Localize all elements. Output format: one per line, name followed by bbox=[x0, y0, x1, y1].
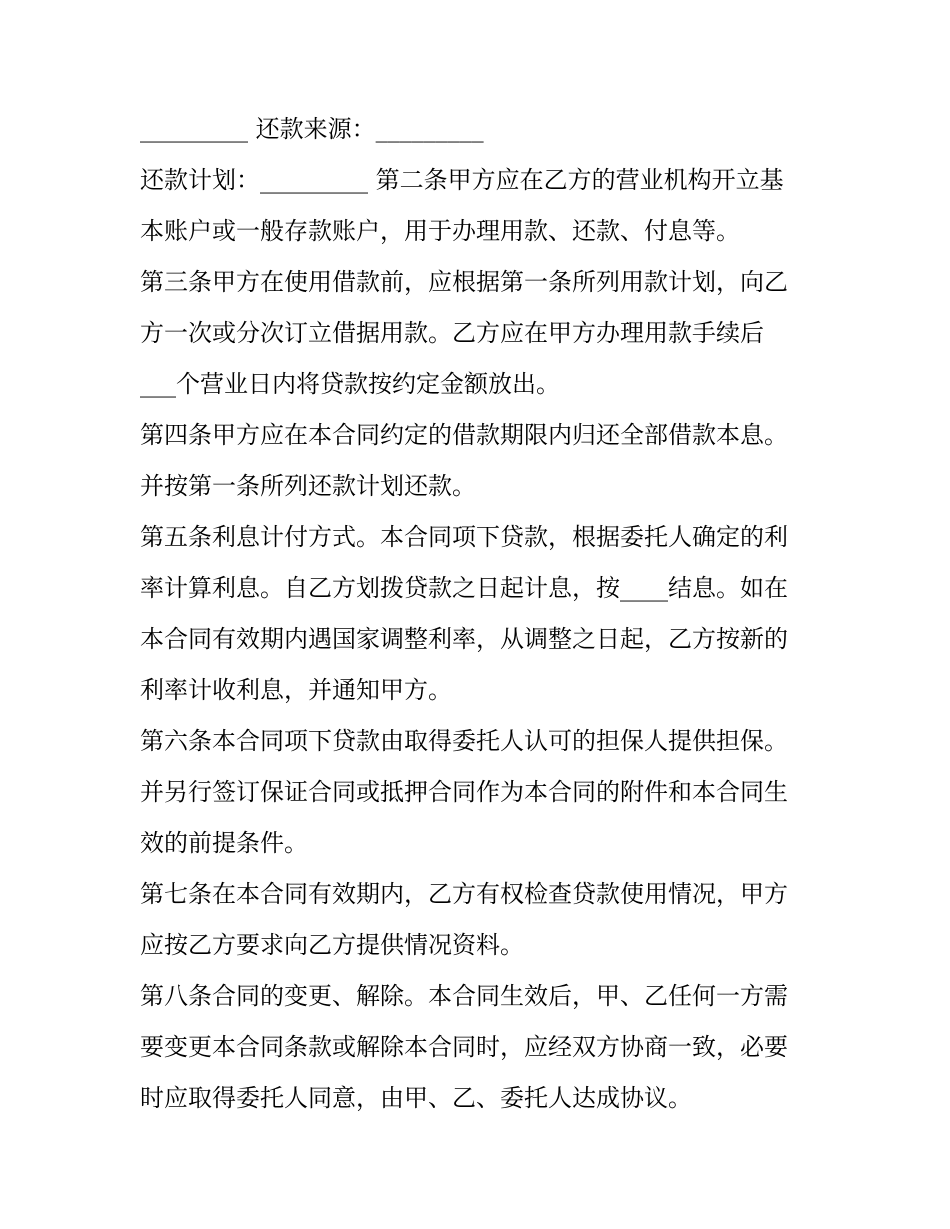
document-body bbox=[140, 104, 820, 1124]
text-line: _________ 还款来源：_________ bbox=[140, 115, 484, 143]
text-line: 效的前提条件。 bbox=[140, 829, 308, 857]
text-line: 第六条本合同项下贷款由取得委托人认可的担保人提供担保。 bbox=[140, 727, 788, 755]
text-line: 方一次或分次订立借据用款。乙方应在甲方办理用款手续后 bbox=[140, 319, 764, 347]
text-line: 时应取得委托人同意，由甲、乙、委托人达成协议。 bbox=[140, 1084, 692, 1112]
text-line: 率计算利息。自乙方划拨贷款之日起计息，按____结息。如在 bbox=[140, 574, 788, 602]
text-line: 本合同有效期内遇国家调整利率，从调整之日起，乙方按新的 bbox=[140, 625, 788, 653]
text-line: 第八条合同的变更、解除。本合同生效后，甲、乙任何一方需 bbox=[140, 982, 788, 1010]
text-line: 本账户或一般存款账户，用于办理用款、还款、付息等。 bbox=[140, 217, 740, 245]
text-line: 要变更本合同条款或解除本合同时，应经双方协商一致，必要 bbox=[140, 1033, 788, 1061]
text-line: 利率计收利息，并通知甲方。 bbox=[140, 676, 452, 704]
text-line: ___个营业日内将贷款按约定金额放出。 bbox=[140, 370, 560, 398]
text-line: 并另行签订保证合同或抵押合同作为本合同的附件和本合同生 bbox=[140, 778, 788, 806]
text-line: 第三条甲方在使用借款前，应根据第一条所列用款计划，向乙 bbox=[140, 268, 788, 296]
text-line: 第四条甲方应在本合同约定的借款期限内归还全部借款本息。 bbox=[140, 421, 788, 449]
text-line: 第七条在本合同有效期内，乙方有权检查贷款使用情况，甲方 bbox=[140, 880, 788, 908]
text-line: 还款计划：_________ 第二条甲方应在乙方的营业机构开立基 bbox=[140, 166, 784, 194]
text-line: 并按第一条所列还款计划还款。 bbox=[140, 472, 476, 500]
text-line: 应按乙方要求向乙方提供情况资料。 bbox=[140, 931, 524, 959]
text-line: 第五条利息计付方式。本合同项下贷款，根据委托人确定的利 bbox=[140, 523, 788, 551]
